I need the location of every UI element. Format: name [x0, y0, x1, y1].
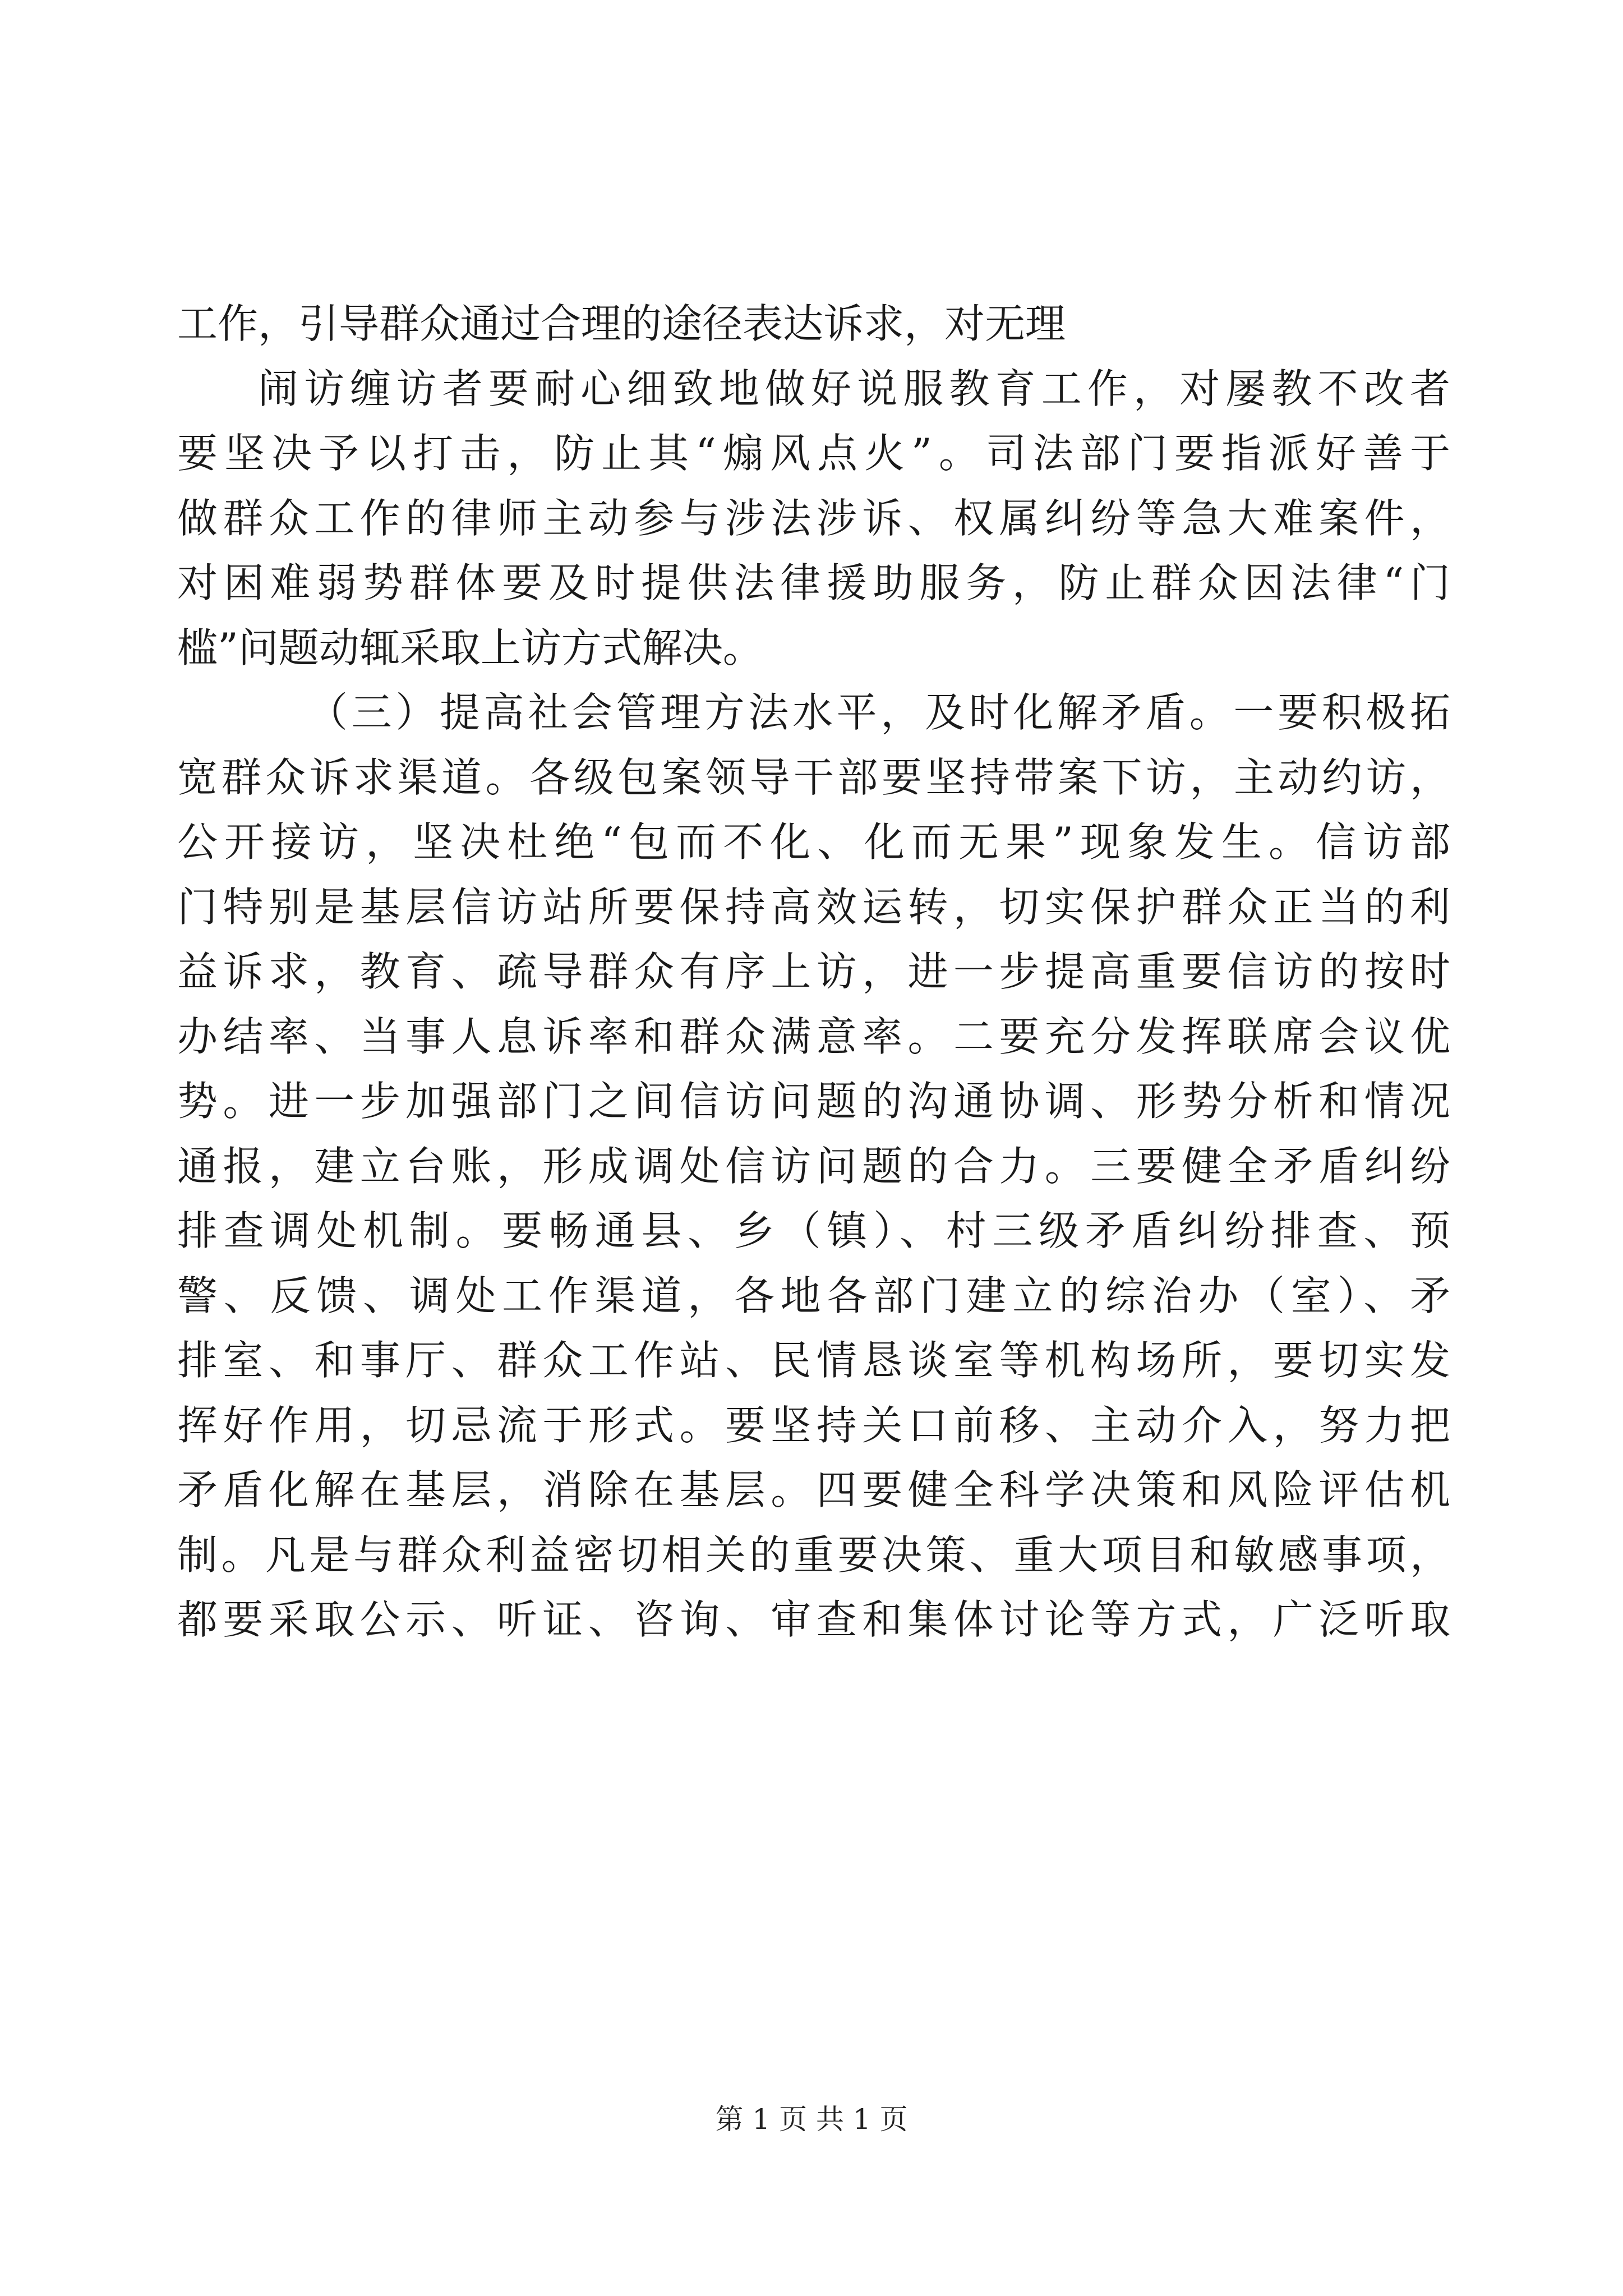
text-line: 宽群众诉求渠道。各级包案领导干部要坚持带案下访，主动约访，: [177, 753, 1450, 801]
text-line: 警、反馈、调处工作渠道，各地各部门建立的综治办（室）、矛: [177, 1272, 1450, 1319]
text-line: 门特别是基层信访站所要保持高效运转，切实保护群众正当的利: [177, 883, 1450, 931]
document-body: [177, 292, 1450, 1653]
text-line: 益诉求，教育、疏导群众有序上访，进一步提高重要信访的按时: [177, 948, 1450, 995]
text-line: 制。凡是与群众利益密切相关的重要决策、重大项目和敏感事项，: [177, 1531, 1450, 1579]
text-line: 槛”问题动辄采取上访方式解决。: [177, 624, 763, 671]
text-line: 矛盾化解在基层，消除在基层。四要健全科学决策和风险评估机: [177, 1466, 1450, 1513]
text-line: 通报，建立台账，形成调处信访问题的合力。三要健全矛盾纠纷: [177, 1142, 1450, 1190]
page-footer: 第 1 页 共 1 页: [715, 2103, 908, 2136]
text-line: 挥好作用，切忌流于形式。要坚持关口前移、主动介入，努力把: [177, 1401, 1450, 1449]
text-line: 都要采取公示、听证、咨询、审查和集体讨论等方式，广泛听取: [177, 1596, 1450, 1643]
text-line: 做群众工作的律师主动参与涉法涉诉、权属纠纷等急大难案件，: [177, 494, 1450, 542]
text-line: 闹访缠访者要耐心细致地做好说服教育工作，对屡教不改者: [258, 365, 1450, 412]
section-heading-line: （三）提高社会管理方法水平，及时化解矛盾。一要积极拓: [307, 689, 1450, 736]
text-line: 工作，引导群众通过合理的途径表达诉求，对无理: [177, 300, 1066, 347]
text-line: 要坚决予以打击，防止其“煽风点火”。司法部门要指派好善于: [177, 430, 1450, 477]
text-line: 对困难弱势群体要及时提供法律援助服务，防止群众因法律“门: [177, 559, 1450, 606]
text-line: 势。进一步加强部门之间信访问题的沟通协调、形势分析和情况: [177, 1078, 1450, 1125]
text-line: 排室、和事厅、群众工作站、民情恳谈室等机构场所，要切实发: [177, 1337, 1450, 1384]
text-line: 公开接访，坚决杜绝“包而不化、化而无果”现象发生。信访部: [177, 818, 1450, 866]
text-line: 办结率、当事人息诉率和群众满意率。二要充分发挥联席会议优: [177, 1013, 1450, 1060]
text-line: 排查调处机制。要畅通县、乡（镇）、村三级矛盾纠纷排查、预: [177, 1207, 1450, 1254]
